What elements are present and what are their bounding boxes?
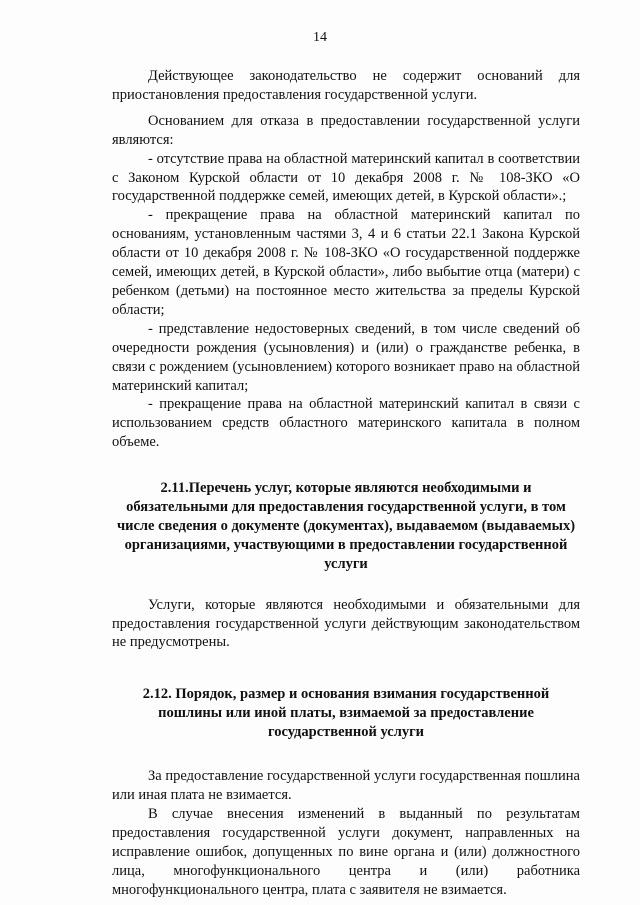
paragraph-no-fee: За предоставление государственной услуги государственная пошлина или иная плата не взимается. <box>112 768 580 803</box>
paragraph-no-suspension: Действующее законодательство не содержит оснований для приостановления предоставления государственной услуги. <box>112 68 580 103</box>
section-heading-2-11: 2.11.Перечень услуг, которые являются необходимыми и обязательными для предоставления государственной услуги, в том числе сведения о документе (документах), выдаваемом (выдаваемых) организациями, участвующими в предоставлении государственной услуги <box>116 480 576 572</box>
list-item-full-use: - прекращение права на областной материнский капитал в связи с использованием средств областного материнского капитала в полном объеме. <box>112 396 580 451</box>
page-number: 14 <box>313 30 327 45</box>
list-item-no-right: - отсутствие права на областной материнский капитал в соответствии с Законом Курской области от 10 декабря 2008 г. № 108-ЗКО «О государственной поддержке семей, имеющих детей, в Курской области».; <box>112 150 580 205</box>
paragraph-2-11: Услуги, которые являются необходимыми и обязательными для предоставления государственной услуги действующим законодательством не предусмотрены. <box>112 596 580 651</box>
paragraph-refusal-grounds: Основанием для отказа в предоставлении государственной услуги являются: <box>112 112 580 148</box>
document-body <box>112 67 580 899</box>
paragraph-corrections-no-fee: В случае внесения изменений в выданный по результатам предоставления государственной услуги документ, направленных на исправление ошибок, допущенных по вине органа и (или) должностного лица, многофункционального центра и (или) работника многофункционального центра, плата с заявителя не взимается. <box>112 805 580 898</box>
section-heading-2-12: 2.12. Порядок, размер и основания взимания государственной пошлины или иной платы, взимаемой за предоставление государственной услуги <box>142 686 550 741</box>
list-item-termination: - прекращение права на областной материнский капитал по основаниям, установленным частями 3, 4 и 6 статьи 22.1 Закона Курской области от 10 декабря 2008 г. № 108-ЗКО «О государственной поддержке семей, имеющих детей, в Курской области», либо выбытие отца (матери) с ребенком (детьми) на постоянное место жительства за пределы Курской области; <box>112 207 580 318</box>
list-item-false-info: - представление недостоверных сведений, в том числе сведений об очередности рождения (усыновления) и (или) о гражданстве ребенка, в связи с рождением (усыновлением) которого возникает право на областной материнский капитал; <box>112 320 580 394</box>
